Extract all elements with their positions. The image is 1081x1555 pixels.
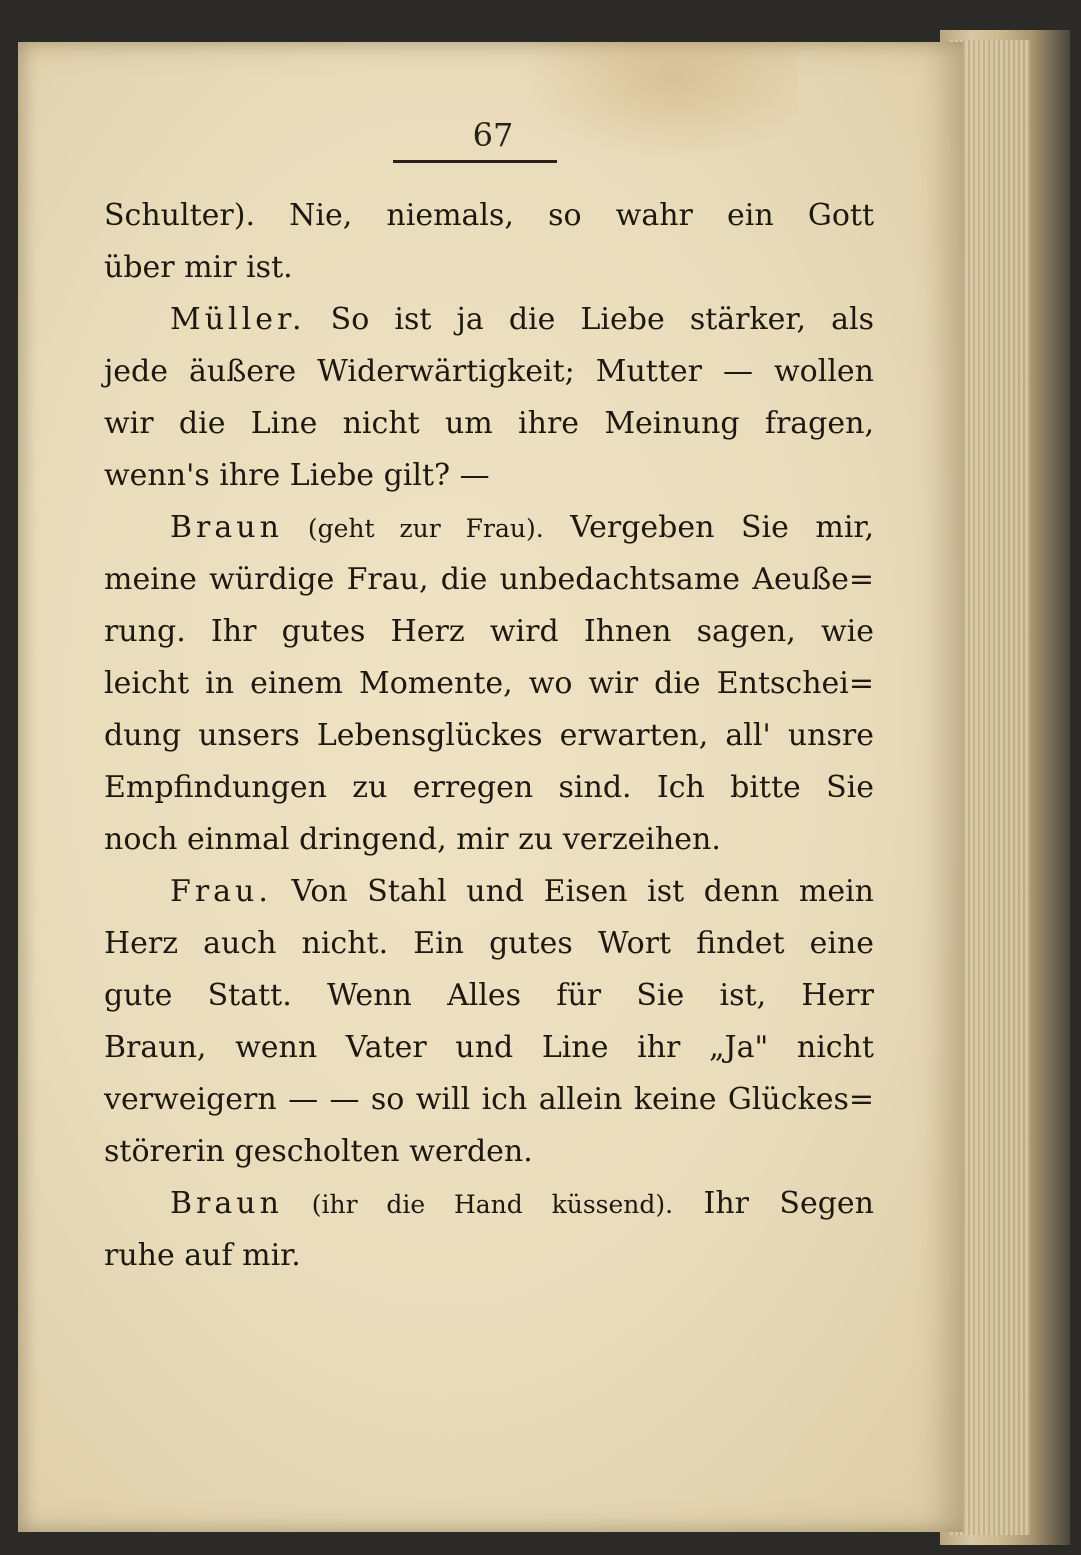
text-line xyxy=(104,502,874,554)
line-text: dung unsers Lebensglückes erwarten, all' unsre xyxy=(104,718,874,753)
text-line xyxy=(104,918,874,970)
text-line xyxy=(104,554,874,606)
line-text: wenn's ihre Liebe gilt? — xyxy=(104,458,490,493)
text-line xyxy=(104,658,874,710)
line-text: leicht in einem Momente, wo wir die Entschei= xyxy=(104,666,874,701)
line-text: verweigern — — so will ich allein keine Glückes= xyxy=(104,1082,874,1117)
text-line xyxy=(104,762,874,814)
text-line xyxy=(104,1126,874,1178)
line-text: Schulter). Nie, niemals, so wahr ein Gott xyxy=(104,198,874,233)
line-text: jede äußere Widerwärtigkeit; Mutter — wollen xyxy=(104,354,874,389)
line-text: Empfindungen zu erregen sind. Ich bitte Sie xyxy=(104,770,874,805)
text-line xyxy=(104,866,874,918)
line-text: wir die Line nicht um ihre Meinung fragen, xyxy=(104,406,874,441)
line-text: noch einmal dringend, mir zu verzeihen. xyxy=(104,822,721,857)
text-line xyxy=(104,242,874,294)
header-rule xyxy=(393,160,557,163)
text-line xyxy=(104,294,874,346)
line-text: Von Stahl und Eisen ist denn mein xyxy=(271,874,874,909)
text-line xyxy=(104,1178,874,1230)
text-line xyxy=(104,398,874,450)
text-line xyxy=(104,1230,874,1282)
text-line xyxy=(104,346,874,398)
line-text: über mir ist. xyxy=(104,250,293,285)
line-text: So ist ja die Liebe stärker, als xyxy=(305,302,874,337)
text-line xyxy=(104,710,874,762)
text-block xyxy=(104,190,874,1282)
line-text: störerin gescholten werden. xyxy=(104,1134,533,1169)
line-text: Vergeben Sie mir, xyxy=(543,510,874,545)
speaker-name: Müller. xyxy=(170,302,306,337)
line-text: Ihr Segen xyxy=(673,1186,874,1221)
speaker-name: Braun xyxy=(170,510,283,545)
line-text: Braun, wenn Vater und Line ihr „Ja" nicht xyxy=(104,1030,874,1065)
text-line xyxy=(104,814,874,866)
line-text: Herz auch nicht. Ein gutes Wort findet eine xyxy=(104,926,874,961)
book-page xyxy=(18,42,963,1532)
text-line xyxy=(104,970,874,1022)
page-number: 67 xyxy=(472,116,514,154)
stage-direction: (ihr die Hand küssend). xyxy=(282,1190,674,1219)
text-line xyxy=(104,450,874,502)
line-text: rung. Ihr gutes Herz wird Ihnen sagen, wie xyxy=(104,614,874,649)
speaker-name: Frau. xyxy=(170,874,272,909)
line-text: gute Statt. Wenn Alles für Sie ist, Herr xyxy=(104,978,874,1013)
text-line xyxy=(104,1074,874,1126)
line-text: meine würdige Frau, die unbedachtsame Aeuße= xyxy=(104,562,874,597)
speaker-name: Braun xyxy=(170,1186,283,1221)
text-line xyxy=(104,1022,874,1074)
text-line xyxy=(104,606,874,658)
text-line xyxy=(104,190,874,242)
stage-direction: (geht zur Frau). xyxy=(282,514,544,543)
line-text: ruhe auf mir. xyxy=(104,1238,301,1273)
